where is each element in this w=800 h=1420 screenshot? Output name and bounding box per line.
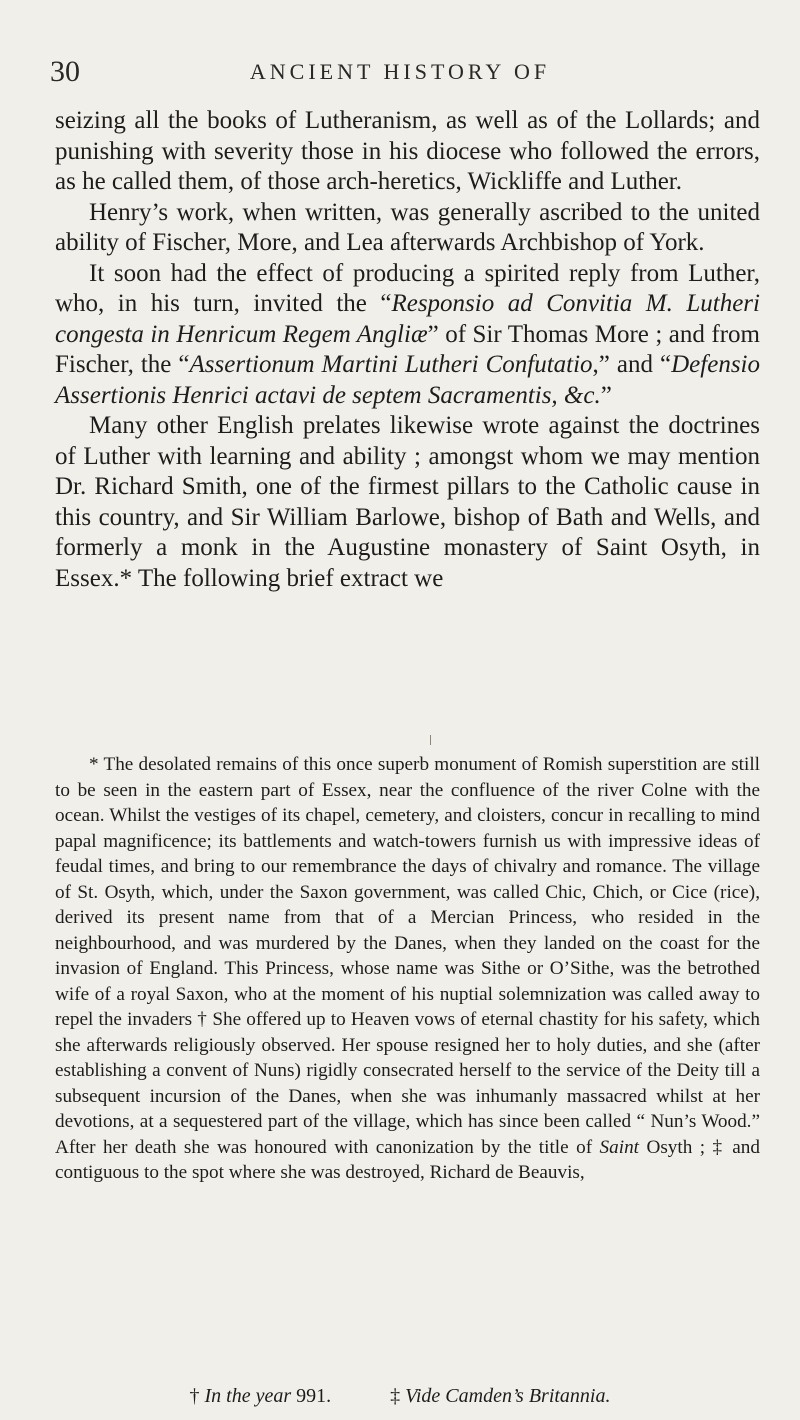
- paragraph-4: Many other English prelates likewise wrote against the doctrines of Luther with learning and ability ; amongst whom we may mention Dr. Richard Smith, one of the firmest pillars to the Catholic cause in this country, and Sir William Barlowe, bishop of Bath and Wells, and formerly a monk in the Augustine monastery of Saint Osyth, in Essex.* The following brief extract we: [55, 412, 760, 592]
- bottom-footnotes: [0, 1384, 800, 1408]
- footnote-text-2: Osyth ; ‡ and contiguous to the spot where she was destroyed, Richard de Beauvis,: [55, 1136, 760, 1183]
- dagger-note: [189, 1385, 331, 1407]
- paragraph-3: [55, 259, 760, 412]
- ddagger-note-text: Vide Camden’s Britannia.: [405, 1385, 611, 1407]
- footnote-saint: Saint: [599, 1136, 639, 1158]
- footnote-text-1: * The desolated remains of this once superb monument of Romish superstition are still to be seen in the eastern part of Essex, near the confluence of the river Colne with the ocean. Whilst the vestiges of its chapel, cemetery, and cloisters, concur in recalling to mind papal magnificence; its battlements and watch-towers furnish us with impressive ideas of feudal times, and bring to our remembrance the days of chivalry and romance. The village of St. Osyth, which, under the Saxon government, was called Chic, Chich, or Cice (rice), derived its present name from that of a Mercian Princess, who resided in the neighbourhood, and was murdered by the Danes, when they landed on the coast for the invasion of England. This Princess, whose name was Sithe or O’Sithe, was the betrothed wife of a royal Saxon, who at the moment of his nuptial solemnization was called away to repel the invaders † She offered up to Heaven vows of eternal chastity for his safety, which she afterwards religiously observed. Her spouse resigned her to holy duties, and she (after establishing a convent of Nuns) rigidly consecrated herself to the service of the Deity till a subsequent incursion of the Danes, when she was inhumanly massacred whilst at her devotions, at a sequestered part of the village, which has since been called “ Nun’s Wood.” After her death she was honoured with canonization by the title of: [55, 754, 760, 1158]
- ddagger-note: [390, 1385, 610, 1407]
- dagger-note-year: 991.: [291, 1385, 332, 1407]
- paragraph-1: seizing all the books of Lutheranism, as well as of the Lollards; and punishing with severity those in his diocese who followed the errors, as he called them, of those arch-heretics, Wickliffe and Luther.: [55, 107, 760, 195]
- page-header: [50, 52, 750, 92]
- title-defensio: Defensio Assertionis Henrici actavi de septem Sacramentis, &c.: [55, 351, 760, 409]
- dagger-note-text: In the year: [204, 1385, 292, 1407]
- ddagger-mark: ‡: [390, 1385, 406, 1407]
- dagger-mark: †: [189, 1385, 205, 1407]
- paragraph-3-text-2: ” of Sir Thomas More ; and from Fischer, the “: [55, 320, 760, 378]
- footnote-text: [55, 752, 760, 1186]
- paragraph-3-text-4: ”: [600, 381, 612, 409]
- paragraph-3-text-1: It soon had the effect of producing a spirited reply from Luther, who, in his turn, invited the “: [55, 259, 760, 317]
- title-responsio: Responsio ad Convitia M. Lutheri congesta in Henricum Regem Angliæ: [55, 290, 760, 348]
- footnote-separator: [430, 735, 431, 745]
- title-confutatio: Assertionum Martini Lutheri Confutatio: [189, 351, 593, 378]
- paragraph-3-text-3: ,” and “: [592, 351, 672, 378]
- footnote: [55, 752, 760, 1186]
- running-head: ANCIENT HISTORY OF: [249, 59, 551, 84]
- main-text: [55, 106, 760, 594]
- paragraph-2: Henry’s work, when written, was generally ascribed to the united ability of Fischer, More, and Lea afterwards Archbishop of York.: [55, 198, 760, 256]
- page-number: 30: [50, 55, 80, 88]
